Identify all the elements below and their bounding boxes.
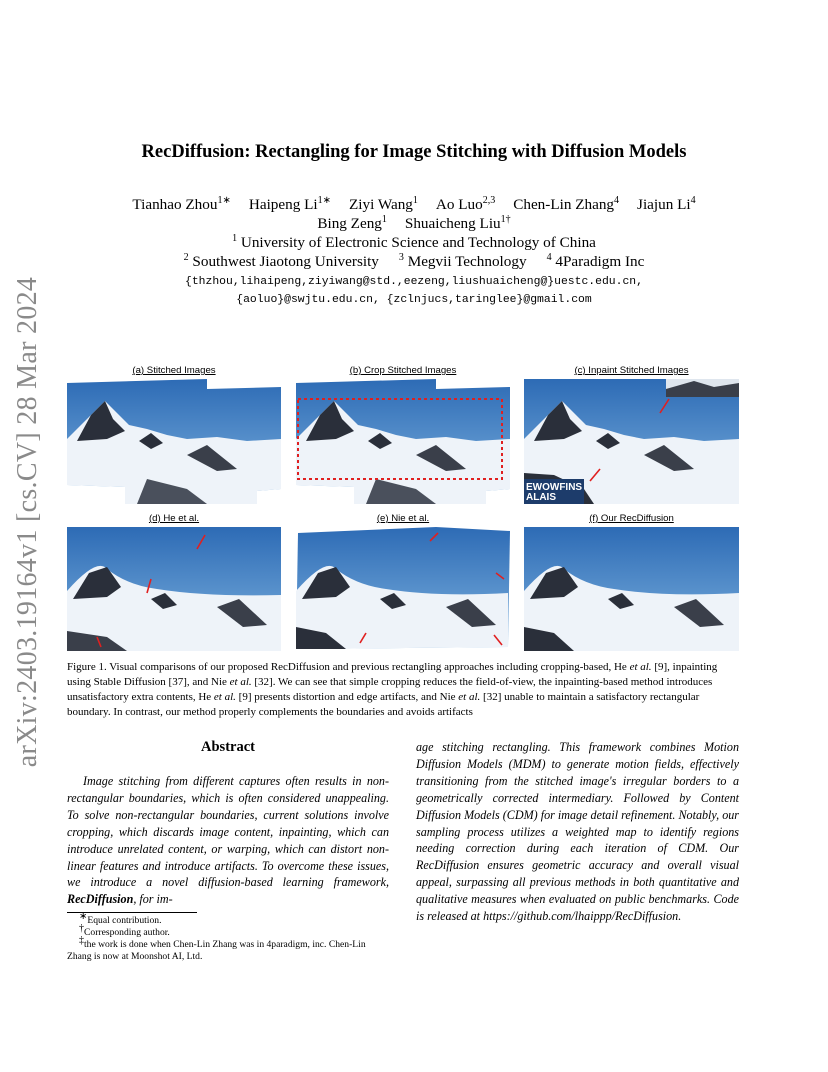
panel-c xyxy=(524,365,739,504)
emails-line-1: {thzhou,lihaipeng,ziyiwang@std.,eezeng,liushuaicheng@}uestc.edu.cn, xyxy=(185,276,643,288)
author-affiliation-mark: 4 xyxy=(690,194,696,206)
arxiv-stamp: arXiv:2403.19164v1 [cs.CV] 28 Mar 2024 xyxy=(12,276,43,768)
panel-label: (e) Nie et al. xyxy=(376,513,430,524)
footnote: †Corresponding author. xyxy=(79,922,170,938)
author-affiliation-mark: 1 xyxy=(381,213,387,225)
panel-label: (a) Stitched Images xyxy=(132,365,216,376)
footnote: ‡the work is done when Chen-Lin Zhang was in 4paradigm, inc. Chen-Lin Zhang is now at Moonshot AI, Ltd. xyxy=(67,934,366,962)
abstract-text-b: , for im- xyxy=(133,892,173,907)
abstract-text-right: age stitching rectangling. This framework combines Motion Diffusion Models (MDM) to generate motion fields, effectively transitioning from the stitched image's irregular borders to a geometrically corrected intermediary. Followed by Content Diffusion Models (CDM) for image detail refinement. Notably, our sampling process utilizes a weighted map to identify regions needing correction during each iteration of CDM. Our RecDiffusion ensures geometric accuracy and overall visual appeal, surpassing all previous methods in both quantitative and qualitative measures when evaluated on public benchmarks. Code is released at https://github.com/lhaippp/RecDiffusion. xyxy=(416,740,739,924)
authors-line-2 xyxy=(0,215,828,233)
panel-label: (c) Inpaint Stitched Images xyxy=(574,365,689,376)
author-name: Ziyi Wang$^1$ xyxy=(349,194,418,213)
panel-label: (b) Crop Stitched Images xyxy=(349,365,457,376)
caption-part: et al. xyxy=(458,691,481,703)
panel-d xyxy=(67,513,281,651)
caption-part: [32] unable to maintain a satisfactory rectangular boundary. In contrast, our method properly complements the boundaries and avoids artifacts xyxy=(67,691,700,718)
abstract-bold-name: RecDiffusion xyxy=(67,892,134,907)
footnotes xyxy=(67,910,389,963)
panel-f-image xyxy=(524,527,739,651)
affiliation-item: $^4$ 4Paradigm Inc xyxy=(546,251,645,270)
author-affiliation-mark: 1† xyxy=(500,213,511,225)
authors-line-1 xyxy=(0,196,828,214)
abstract-right-column xyxy=(416,739,739,925)
author-affiliation-mark: 1∗ xyxy=(217,194,231,206)
caption-part: et al. xyxy=(629,661,652,673)
author-affiliation-mark: 1∗ xyxy=(317,194,331,206)
author-name: Tianhao Zhou$^{1∗}$ xyxy=(132,194,231,213)
abstract-heading: Abstract xyxy=(201,739,255,755)
caption-part: et al. xyxy=(213,691,236,703)
author-name: Haipeng $Li^{1∗}$ xyxy=(248,194,331,213)
affiliation-2 xyxy=(0,253,828,271)
panel-b xyxy=(296,365,510,504)
panel-f xyxy=(524,513,739,651)
author-name: Bing Zeng$^1$ xyxy=(317,213,387,232)
panel-label: (f) Our RecDiffusion xyxy=(589,513,674,524)
panel-e-image xyxy=(296,527,510,651)
author-name: Chen-Lin Zhang$^4$ xyxy=(513,194,620,213)
author-affiliation-mark: 4 xyxy=(614,194,620,206)
affiliation-item: $^3$ Megvii Technology xyxy=(398,251,527,270)
paper-title: RecDiffusion: Rectangling for Image Stitching with Diffusion Models xyxy=(141,142,687,162)
footnote: ∗Equal contribution. xyxy=(79,910,162,926)
author-name: Shuaicheng Liu$^{1\dagger}$ xyxy=(404,213,511,232)
figure-caption xyxy=(67,660,739,720)
panel-a xyxy=(67,365,281,504)
caption-part: [9], inpainting using Stable Diffusion [37], and Nie xyxy=(67,661,718,688)
author-affiliation-mark: 1 xyxy=(412,194,418,206)
emails-line-2: {aoluo}@swjtu.edu.cn, {zclnjucs,taringlee}@gmail.com xyxy=(236,294,592,306)
panel-e xyxy=(296,513,510,651)
affiliation-1: $^1$ University of Electronic Science and Technology of China xyxy=(232,232,596,251)
author-affiliation-mark: 2,3 xyxy=(482,194,496,206)
affiliation-item: $^2$ Southwest Jiaotong University xyxy=(183,251,379,270)
abstract-text-a: Image stitching from different captures often results in non-rectangular boundaries, which is often considered unappealing. To solve non-rectangular boundaries, current solutions involve cropping, which discards image content, inpainting, which can introduce unrelated content, or warping, which can distort non-linear features and introduce artifacts. To overcome these issues, we introduce a novel diffusion-based learning framework, xyxy=(67,774,389,890)
caption-part: [9] presents distortion and edge artifacts, and Nie xyxy=(235,691,459,703)
caption-part: [32]. We can see that simple cropping reduces the field-of-view, the inpainting-based method introduces unsatisfactory extra contents, He xyxy=(67,676,713,703)
author-name: Ao Luo$^{2,3}$ xyxy=(435,194,496,213)
caption-part: Figure 1. Visual comparisons of our proposed RecDiffusion and previous rectangling approaches including cropping-based, He xyxy=(67,661,630,673)
panel-a-image xyxy=(67,379,281,504)
panel-d-image xyxy=(67,527,281,651)
panel-b-image xyxy=(296,379,510,504)
abstract-left-column xyxy=(67,773,389,908)
panel-label: (d) He et al. xyxy=(148,513,200,524)
caption-part: et al. xyxy=(229,676,252,688)
inpaint-artifact-text: EWOWFINS ALAIS xyxy=(526,482,583,503)
author-name: Jiajun Li$^4$ xyxy=(637,194,696,213)
